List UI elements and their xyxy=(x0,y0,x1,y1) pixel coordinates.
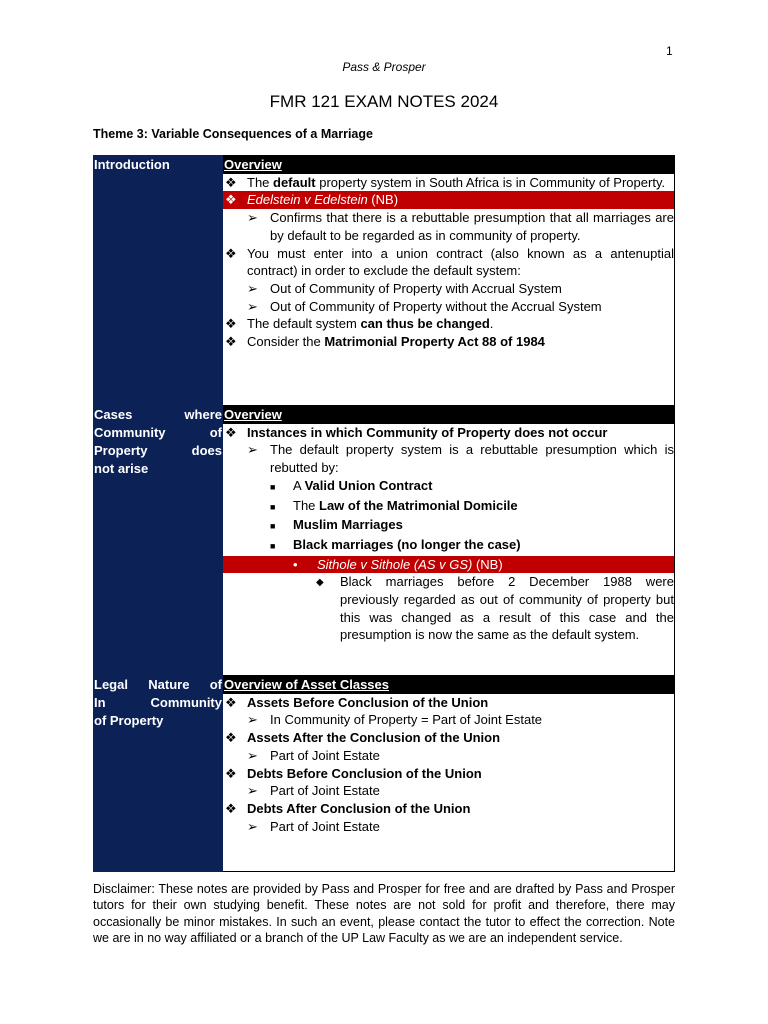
arrow-bullet-icon: ➢ xyxy=(247,818,258,834)
row-introduction xyxy=(94,156,675,406)
list-item: ❖ You must enter into a union contract (also known as a antenuptial contract) in order to exclude the default system: xyxy=(225,245,674,279)
row-legal-nature xyxy=(94,676,675,872)
page-number: 1 xyxy=(666,44,673,58)
disclaimer-text: Disclaimer: These notes are provided by Pass and Prosper for free and are drafted by Pass and Prosper tutors for their own studying benefit. These notes are not sold for profit and therefore, there may occasionally be minor mistakes. In such an event, please contact the tutor to effect the correction. Note we are in no way affiliated or a branch of the UP Law Faculty as we are an independent service. xyxy=(93,882,675,945)
arrow-bullet-icon: ➢ xyxy=(247,280,258,296)
notes-table xyxy=(93,155,675,872)
arrow-bullet-icon: ➢ xyxy=(247,712,258,728)
list-item: ➢ Out of Community of Property with Accrual System xyxy=(247,280,562,296)
diamond-bullet-icon: ❖ xyxy=(225,245,237,261)
diamond-bullet-icon: ❖ xyxy=(225,192,237,208)
list-item: ➢ In Community of Property = Part of Joint Estate xyxy=(247,712,543,728)
list-item: ■ Muslim Marriages xyxy=(223,516,674,536)
list-item: ❖ Debts After Conclusion of the Union xyxy=(225,800,471,816)
list-item: ■ Black marriages (no longer the case) xyxy=(223,536,674,556)
section-label-cases: Cases where Community of Property does not arise xyxy=(94,406,223,676)
list-item: ➢ Part of Joint Estate xyxy=(247,783,380,799)
list-item: ■ A Valid Union Contract xyxy=(223,477,674,497)
list-item: ➢ The default property system is a rebuttable presumption which is rebutted by: xyxy=(247,442,674,476)
list-item: ❖ Assets After the Conclusion of the Union xyxy=(225,730,501,746)
section-heading: Overview xyxy=(223,156,674,174)
list-item: ❖ Instances in which Community of Property does not occur xyxy=(225,424,608,440)
section-heading: Overview of Asset Classes xyxy=(223,676,674,694)
section-content-cases xyxy=(223,406,675,676)
row-cases xyxy=(94,406,675,676)
dot-bullet-icon: • xyxy=(293,556,298,572)
list-item: ➢ Part of Joint Estate xyxy=(247,818,380,834)
diamond-bullet-icon: ❖ xyxy=(225,765,237,781)
section-label-introduction xyxy=(94,156,223,406)
diamond-small-bullet-icon: ◆ xyxy=(316,577,324,589)
section-heading: Overview xyxy=(223,406,674,424)
arrow-bullet-icon: ➢ xyxy=(247,210,258,226)
list-item: ❖ The default system can thus be changed. xyxy=(225,316,494,332)
diamond-bullet-icon: ❖ xyxy=(225,800,237,816)
arrow-bullet-icon: ➢ xyxy=(247,747,258,763)
list-item: ◆ Black marriages before 2 December 1988 were previously regarded as out of community of property but this was changed as a result of this case and the presumption is now the same as the default system. xyxy=(316,574,674,643)
diamond-bullet-icon: ❖ xyxy=(225,316,237,332)
case-name: Sithole v Sithole (AS v GS) xyxy=(317,556,473,572)
list-item: ❖ The default property system in South Africa is in Community of Property. xyxy=(225,174,666,190)
diamond-bullet-icon: ❖ xyxy=(225,174,237,190)
diamond-bullet-icon: ❖ xyxy=(225,424,237,440)
section-content-introduction xyxy=(223,156,675,406)
list-item: ➢ Confirms that there is a rebuttable presumption that all marriages are by default to be regarded as in community of property. xyxy=(247,210,674,243)
list-item: ❖ Assets Before Conclusion of the Union xyxy=(225,694,489,710)
diamond-bullet-icon: ❖ xyxy=(225,730,237,746)
list-item: ➢ Part of Joint Estate xyxy=(247,747,380,763)
diamond-bullet-icon: ❖ xyxy=(225,694,237,710)
case-highlight: ❖ Edelstein v Edelstein (NB) xyxy=(223,191,674,209)
square-bullet-icon: ■ xyxy=(270,521,276,532)
square-bullet-icon: ■ xyxy=(270,501,276,512)
arrow-bullet-icon: ➢ xyxy=(247,298,258,314)
section-content-legal-nature xyxy=(223,676,675,872)
document-title: FMR 121 EXAM NOTES 2024 xyxy=(269,92,499,111)
square-bullet-icon: ■ xyxy=(270,481,276,492)
case-name: Edelstein v Edelstein xyxy=(247,192,368,208)
arrow-bullet-icon: ➢ xyxy=(247,783,258,799)
diamond-bullet-icon: ❖ xyxy=(225,334,237,350)
list-item: ❖ Consider the Matrimonial Property Act 88 of 1984 xyxy=(225,334,545,350)
case-highlight: • Sithole v Sithole (AS v GS) (NB) xyxy=(223,556,674,574)
page-header: Pass & Prosper xyxy=(342,60,426,74)
theme-heading: Theme 3: Variable Consequences of a Marriage xyxy=(93,127,373,141)
section-label: Introduction xyxy=(94,157,170,172)
list-item: ■ The Law of the Matrimonial Domicile xyxy=(223,497,674,517)
list-item: ❖ Debts Before Conclusion of the Union xyxy=(225,765,482,781)
arrow-bullet-icon: ➢ xyxy=(247,442,258,458)
square-bullet-icon: ■ xyxy=(270,540,276,551)
section-label-legal-nature: Legal Nature of In Community of Property xyxy=(94,676,223,872)
list-item: ➢ Out of Community of Property without the Accrual System xyxy=(247,298,602,314)
